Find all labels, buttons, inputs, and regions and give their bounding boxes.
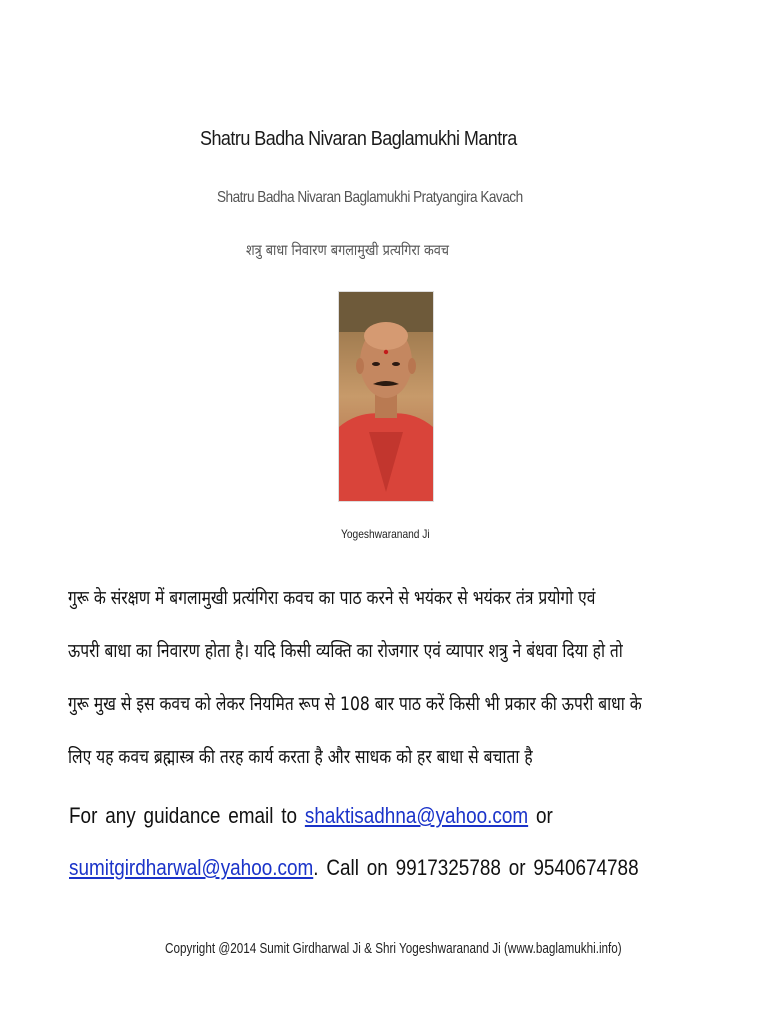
- portrait-image: [339, 292, 433, 501]
- email-link-sumitgirdharwal[interactable]: sumitgirdharwal@yahoo.com: [69, 855, 314, 880]
- portrait-photo: [338, 291, 434, 502]
- contact-line-1: [69, 790, 705, 842]
- body-line: ऊपरी बाधा का निवारण होता है। यदि किसी व्यक्ति का रोजगार एवं व्यापार शत्रु ने बंधवा दिया हो तो: [68, 640, 623, 662]
- page-title: Shatru Badha Nivaran Baglamukhi Mantra: [200, 128, 517, 150]
- body-line: लिए यह कवच ब्रह्मास्त्र की तरह कार्य करता है और साधक को हर बाधा से बचाता है: [68, 746, 533, 768]
- contact-or: or: [535, 803, 553, 828]
- body-line: गुरू के संरक्षण में बगलामुखी प्रत्यंगिरा कवच का पाठ करने से भयंकर से भयंकर तंत्र प्रयोगो एवं: [68, 587, 596, 609]
- contact-line-2: [69, 842, 705, 894]
- contact-prefix: For any guidance email to: [69, 803, 298, 828]
- hindi-title: शत्रु बाधा निवारण बगलामुखी प्रत्यगिरा कवच: [246, 241, 449, 259]
- page-subtitle: Shatru Badha Nivaran Baglamukhi Pratyangira Kavach: [217, 189, 523, 206]
- contact-block: [69, 790, 705, 894]
- email-link-shaktisadhna[interactable]: shaktisadhna@yahoo.com: [304, 803, 529, 828]
- body-line: गुरू मुख से इस कवच को लेकर नियमित रूप से 108 बार पाठ करें किसी भी प्रकार की ऊपरी बाधा के: [68, 693, 642, 715]
- photo-caption: Yogeshwaranand Ji: [341, 527, 430, 541]
- contact-phone-text: . Call on 9917325788 or 9540674788: [313, 855, 639, 880]
- copyright-footer: Copyright @2014 Sumit Girdharwal Ji & Shri Yogeshwaranand Ji (www.baglamukhi.info): [165, 940, 622, 957]
- body-text: [68, 572, 708, 784]
